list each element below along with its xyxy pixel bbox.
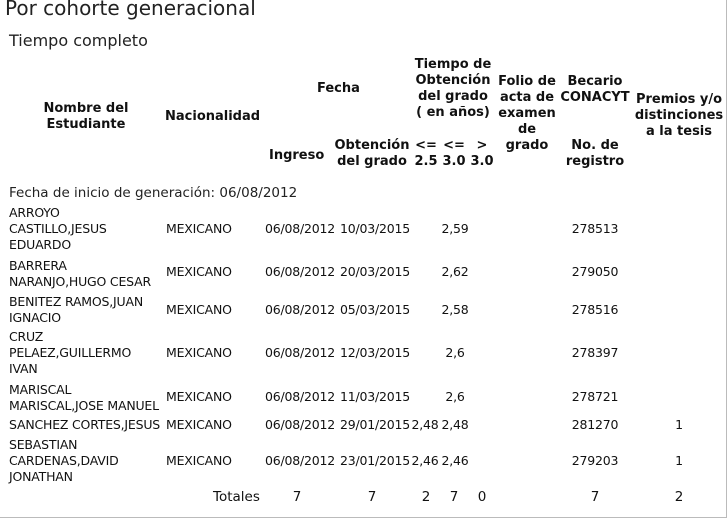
table-row-4-name: MARISCAL MARISCAL,JOSE MANUEL (9, 382, 159, 413)
totals-label: Totales (213, 489, 260, 505)
report-subtitle: Tiempo completo (9, 31, 148, 50)
generation-start-line: Fecha de inicio de generación: 06/08/2012 (9, 185, 298, 201)
table-row-1-nacionalidad: MEXICANO (166, 264, 232, 279)
table-row-6-r1: 2,46 (411, 453, 439, 468)
header-registro: No. de registro (565, 138, 625, 169)
table-row-6-premios: 1 (675, 453, 683, 468)
table-row-2-registro: 278516 (571, 302, 619, 317)
header-rango-3: > 3.0 (470, 138, 494, 169)
table-row-6-nacionalidad: MEXICANO (166, 453, 232, 468)
table-row-6-registro: 279203 (571, 453, 619, 468)
table-row-0-nacionalidad: MEXICANO (166, 221, 232, 236)
table-row-1-obtencion: 20/03/2015 (340, 264, 411, 279)
table-row-5-obtencion: 29/01/2015 (340, 417, 411, 432)
table-row-6-ingreso: 06/08/2012 (265, 453, 336, 468)
header-folio: Folio de acta de examen de grado (498, 74, 556, 153)
header-rango-1: <= 2.5 (414, 138, 438, 169)
table-row-2-name: BENITEZ RAMOS,JUAN IGNACIO (9, 294, 143, 325)
table-row-6-obtencion: 23/01/2015 (340, 453, 411, 468)
table-row-4-registro: 278721 (571, 389, 619, 404)
totals-premios: 2 (674, 489, 684, 505)
header-ingreso: Ingreso (269, 148, 325, 163)
header-fecha: Fecha (317, 81, 360, 96)
table-row-3-name: CRUZ PELAEZ,GUILLERMO IVAN (9, 329, 132, 376)
table-row-3-registro: 278397 (571, 345, 619, 360)
table-row-3-r2: 2,6 (445, 345, 465, 360)
table-row-5-name: SANCHEZ CORTES,JESUS (9, 417, 161, 432)
table-row-0-ingreso: 06/08/2012 (265, 221, 336, 236)
table-row-4-nacionalidad: MEXICANO (166, 389, 232, 404)
totals-r3: 0 (477, 489, 487, 505)
totals-r2: 7 (449, 489, 459, 505)
header-tiempo: Tiempo de Obtención del grado ( en años) (414, 57, 492, 120)
header-rango-2: <= 3.0 (442, 138, 466, 169)
table-row-4-obtencion: 11/03/2015 (340, 389, 411, 404)
table-row-5-registro: 281270 (571, 417, 619, 432)
table-row-6-r2: 2,46 (441, 453, 469, 468)
table-row-1-registro: 279050 (571, 264, 619, 279)
table-row-2-ingreso: 06/08/2012 (265, 302, 336, 317)
table-row-5-ingreso: 06/08/2012 (265, 417, 336, 432)
table-row-3-nacionalidad: MEXICANO (166, 345, 232, 360)
totals-obtencion: 7 (367, 489, 377, 505)
table-row-4-r2: 2,6 (445, 389, 465, 404)
table-row-0-obtencion: 10/03/2015 (340, 221, 411, 236)
header-nombre: Nombre del Estudiante (43, 101, 129, 132)
table-row-0-name: ARROYO CASTILLO,JESUS EDUARDO (9, 205, 107, 252)
table-row-2-r2: 2,58 (441, 302, 469, 317)
table-row-3-ingreso: 06/08/2012 (265, 345, 336, 360)
header-nacionalidad: Nacionalidad (165, 109, 261, 124)
table-row-1-name: BARRERA NARANJO,HUGO CESAR (9, 258, 151, 289)
table-row-5-nacionalidad: MEXICANO (166, 417, 232, 432)
totals-registro: 7 (590, 489, 600, 505)
table-row-2-obtencion: 05/03/2015 (340, 302, 411, 317)
table-row-0-r2: 2,59 (441, 221, 469, 236)
table-row-4-ingreso: 06/08/2012 (265, 389, 336, 404)
totals-ingreso: 7 (292, 489, 302, 505)
header-obtencion: Obtención del grado (334, 138, 410, 169)
table-row-3-obtencion: 12/03/2015 (340, 345, 411, 360)
table-row-2-nacionalidad: MEXICANO (166, 302, 232, 317)
table-row-5-r2: 2,48 (441, 417, 469, 432)
header-premios: Premios y/o distinciones a la tesis (634, 92, 724, 139)
table-row-0-registro: 278513 (571, 221, 619, 236)
table-row-5-r1: 2,48 (411, 417, 439, 432)
table-row-1-r2: 2,62 (441, 264, 469, 279)
header-becario: Becario CONACYT (560, 74, 630, 105)
report-title: Por cohorte generacional (5, 0, 256, 20)
totals-r1: 2 (421, 489, 431, 505)
table-row-5-premios: 1 (675, 417, 683, 432)
table-row-6-name: SEBASTIAN CARDENAS,DAVID JONATHAN (9, 437, 119, 484)
table-row-1-ingreso: 06/08/2012 (265, 264, 336, 279)
